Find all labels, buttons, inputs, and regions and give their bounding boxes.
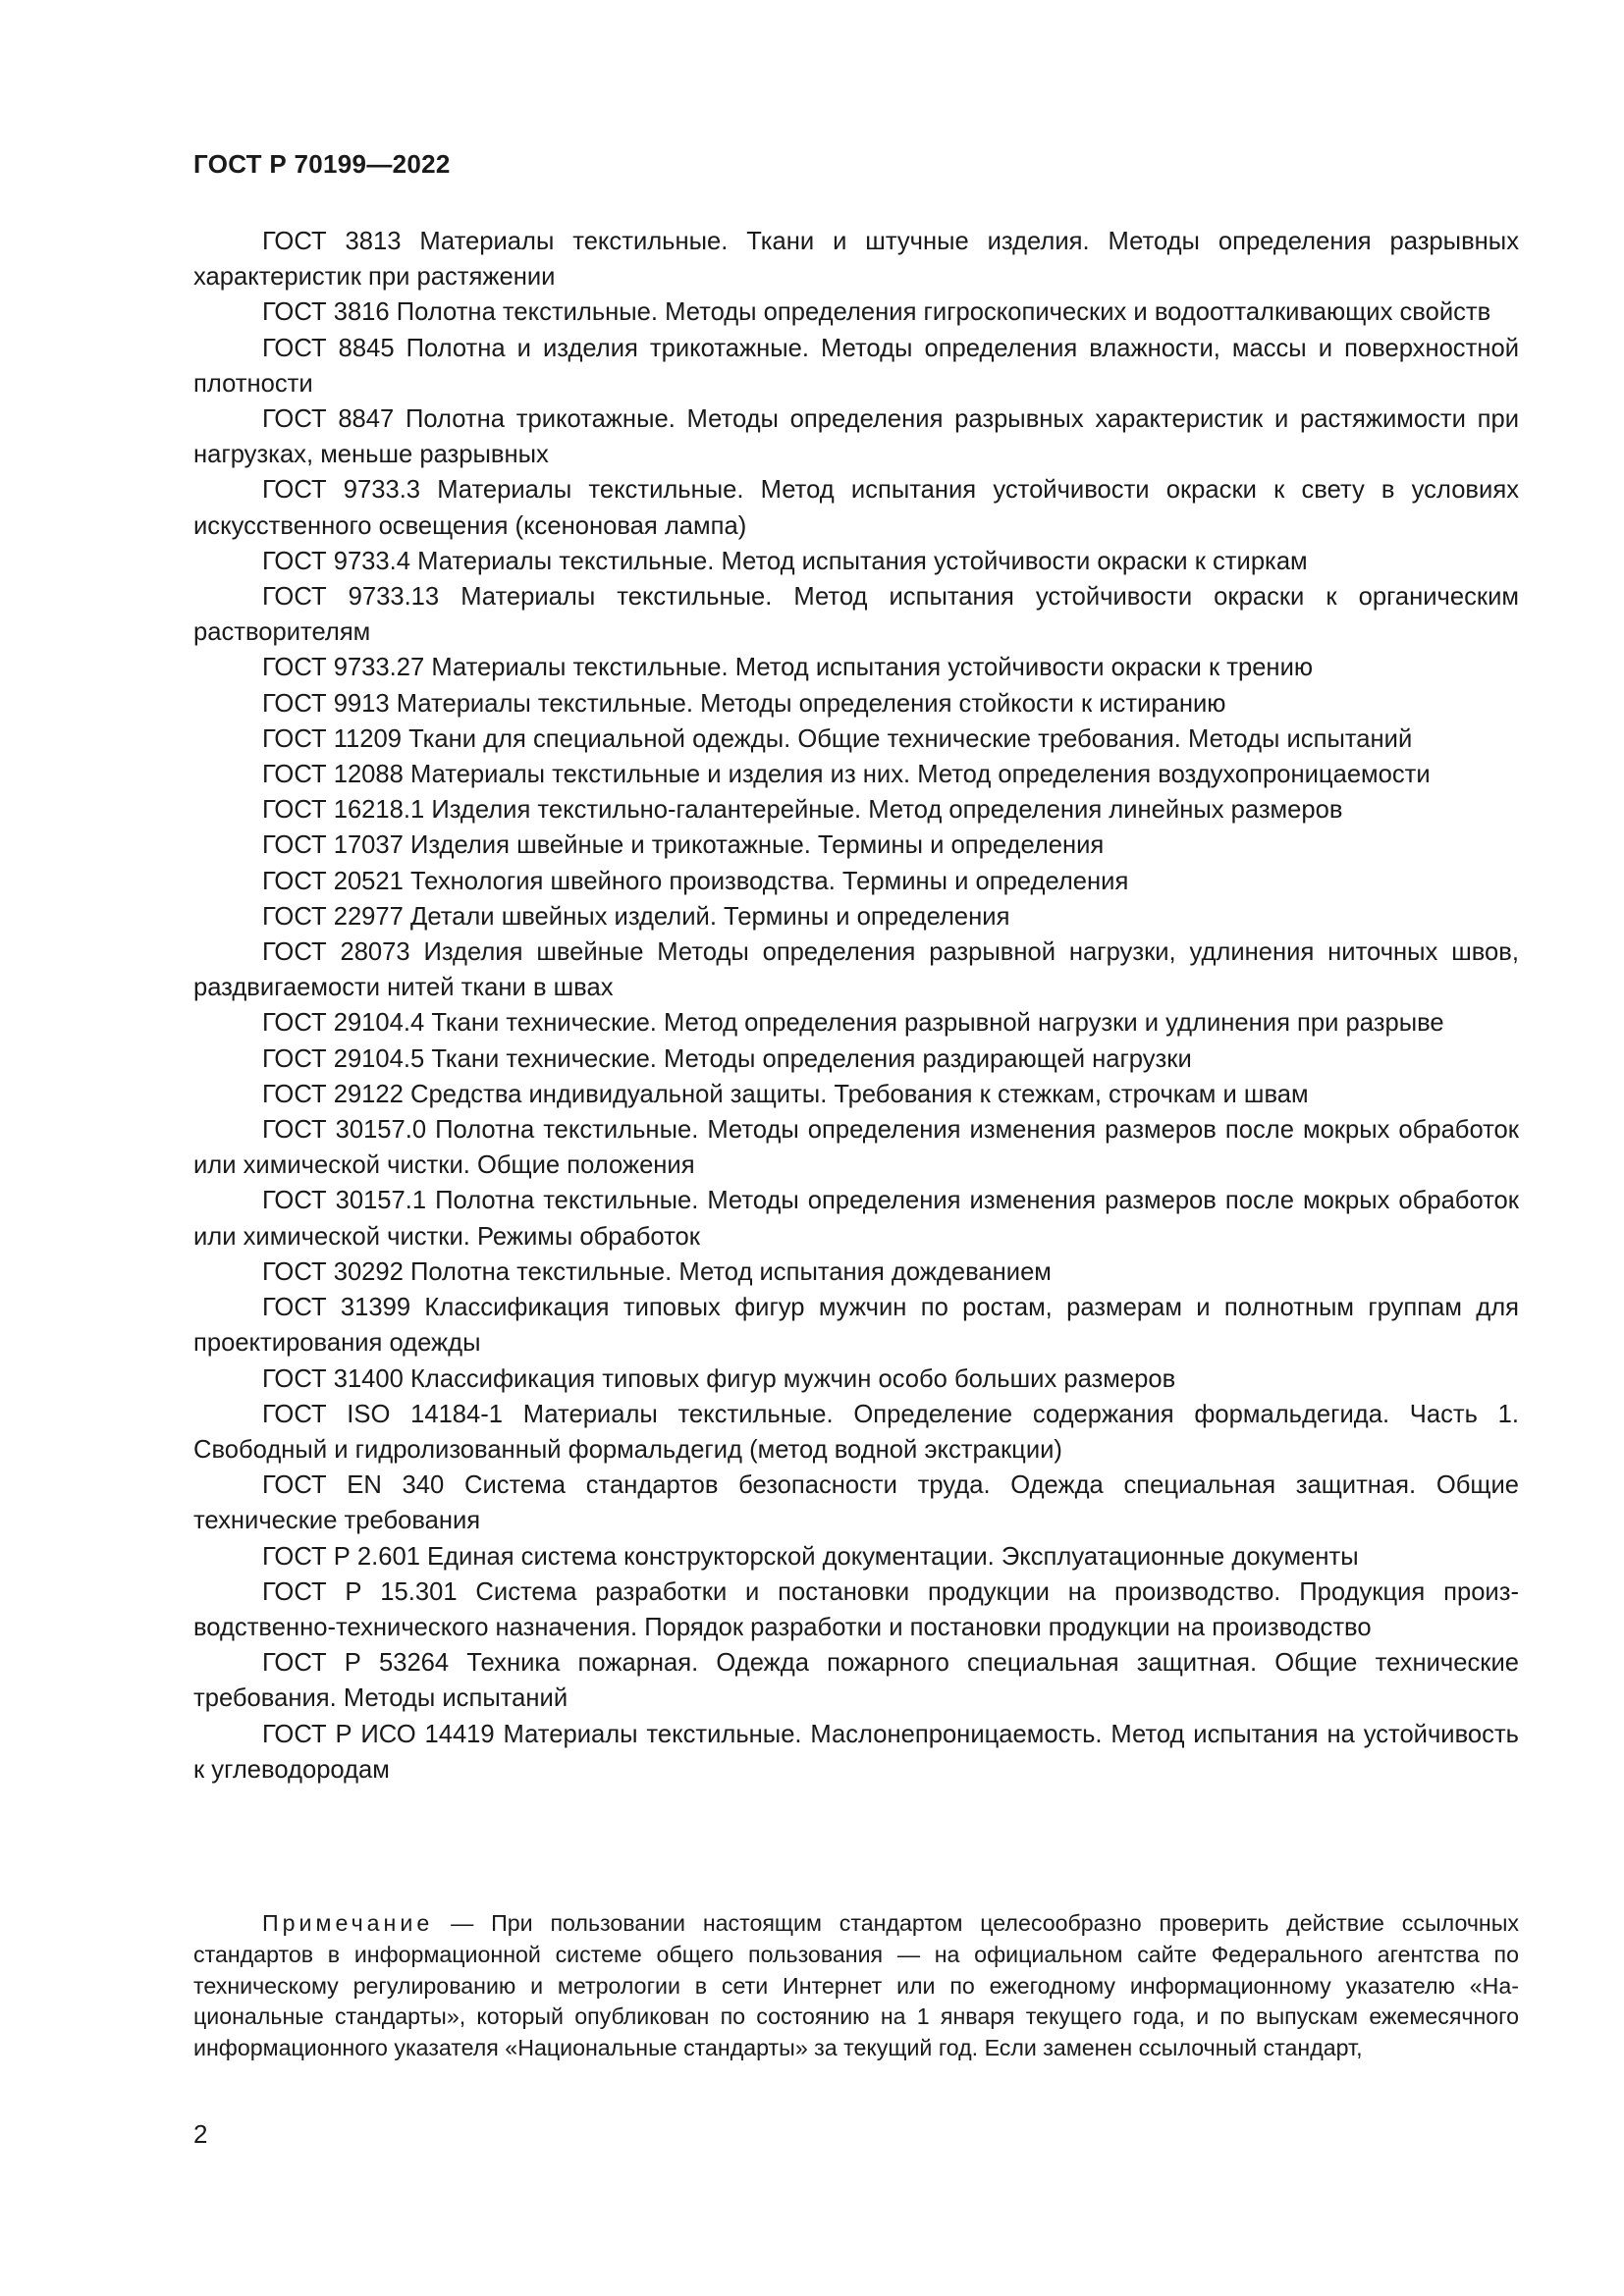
reference-item: ГОСТ Р ИСО 14419 Материалы текстильные. Маслонепроницаемость. Метод испытания на устойчивость к углеводородам — [193, 1720, 1519, 1784]
normative-references-list — [193, 224, 1519, 1788]
reference-item: ГОСТ 30157.1 Полотна текстильные. Методы определения изменения размеров после мокрых обработок или химической чистки. Режимы обработок — [193, 1187, 1519, 1251]
reference-item: ГОСТ 28073 Изделия швейные Методы определения разрывной нагрузки, удлинения ниточных швов, раздвигаемости нитей ткани в швах — [193, 938, 1519, 1002]
standard-designation: ГОСТ Р 70199—2022 — [193, 149, 451, 179]
reference-item: ГОСТ 9733.3 Материалы текстильные. Метод испытания устойчивости окраски к свету в условиях искусственного освещения (ксеноновая лампа) — [193, 476, 1519, 540]
reference-item: ГОСТ Р 2.601 Единая система конструкторской документации. Эксплуатационные документы — [262, 1542, 1359, 1571]
note-paragraph — [193, 1908, 1519, 2064]
reference-item: ГОСТ 3816 Полотна текстильные. Методы определения гигроскопических и водоотталкивающих свойств — [262, 298, 1491, 327]
reference-item: ГОСТ ISO 14184-1 Материалы текстильные. Определение содержания формальдегида. Часть 1. Свободный и гидролизованный формальдегид (метод водной экстракции) — [193, 1400, 1519, 1464]
reference-item: ГОСТ 20521 Технология швейного производства. Термины и определения — [262, 867, 1129, 895]
reference-item: ГОСТ 16218.1 Изделия текстильно-галантерейные. Метод определения линейных размеров — [262, 796, 1343, 825]
reference-item: ГОСТ 9733.4 Материалы текстильные. Метод испытания устойчивости окраски к стиркам — [262, 547, 1308, 575]
reference-item: ГОСТ 29122 Средства индивидуальной защиты. Требования к стежкам, строчкам и швам — [262, 1080, 1309, 1108]
reference-item: ГОСТ Р 53264 Техника пожарная. Одежда пожарного специальная защитная. Общие технические требования. Методы испытаний — [193, 1649, 1519, 1713]
reference-item: ГОСТ 9913 Материалы текстильные. Методы определения стойкости к истиранию — [262, 689, 1226, 718]
reference-item: ГОСТ 9733.27 Материалы текстильные. Метод испытания устойчивости окраски к трению — [262, 654, 1314, 682]
reference-item: ГОСТ 30157.0 Полотна текстильные. Методы определения изменения размеров после мокрых обработок или химической чистки. Общие положения — [193, 1116, 1519, 1180]
reference-item: ГОСТ 31400 Классификация типовых фигур мужчин особо больших размеров — [262, 1364, 1176, 1393]
reference-item: ГОСТ 29104.5 Ткани технические. Методы определения раздирающей нагрузки — [262, 1044, 1192, 1073]
reference-item: ГОСТ 31399 Классификация типовых фигур мужчин по ростам, размерам и полнотным группам для проектирования одежды — [193, 1294, 1519, 1358]
page-number: 2 — [193, 2119, 208, 2149]
reference-item: ГОСТ EN 340 Система стандартов безопасности труда. Одежда специальная защитная. Общие технические требования — [193, 1471, 1519, 1535]
reference-item: ГОСТ 9733.13 Материалы текстильные. Метод испытания устойчивости окраски к органическим растворителям — [193, 583, 1519, 647]
reference-item: ГОСТ 29104.4 Ткани технические. Метод определения разрывной нагрузки и удлинения при разрыве — [262, 1009, 1444, 1038]
reference-item: ГОСТ 3813 Материалы текстильные. Ткани и штучные изделия. Методы определения разрывных характеристик при растяжении — [193, 228, 1519, 292]
reference-item: ГОСТ 12088 Материалы текстильные и изделия из них. Метод определения воздухопроницаемости — [262, 761, 1431, 789]
reference-item: ГОСТ 22977 Детали швейных изделий. Термины и определения — [262, 902, 1010, 931]
reference-item: ГОСТ 30292 Полотна текстильные. Метод испытания дождеванием — [262, 1257, 1052, 1286]
reference-item: ГОСТ 8847 Полотна трикотажные. Методы определения разрывных характеристик и растяжимости при нагрузках, меньше разрывных — [193, 405, 1519, 469]
note-label: Примечание — [262, 1910, 434, 1936]
reference-item: ГОСТ Р 15.301 Система разработки и постановки продукции на производство. Продукция производственно-технического назначения. Порядок разработки и постановки продукции на производство — [193, 1577, 1519, 1641]
note-text: — При пользовании настоящим стандартом целесообразно проверить действие ссылочных стандартов в информационной системе общего пользования — на официальном сайте Федерального агентства по техническому регулированию и метрологии в сети Интернет или по ежегодному информационному указателю «Национальные стандарты», который опубликован по состоянию на 1 января текущего года, и по выпускам ежемесячного информационного указателя «Национальные стандарты» за текущий год. Если заменен ссылочный стандарт, — [193, 1910, 1519, 2061]
note-block — [193, 1908, 1519, 2064]
reference-item: ГОСТ 8845 Полотна и изделия трикотажные. Методы определения влажности, массы и поверхностной плотности — [193, 334, 1519, 398]
reference-item: ГОСТ 11209 Ткани для специальной одежды. Общие технические требования. Методы испытаний — [262, 724, 1413, 753]
reference-item: ГОСТ 17037 Изделия швейные и трикотажные. Термины и определения — [262, 831, 1105, 860]
